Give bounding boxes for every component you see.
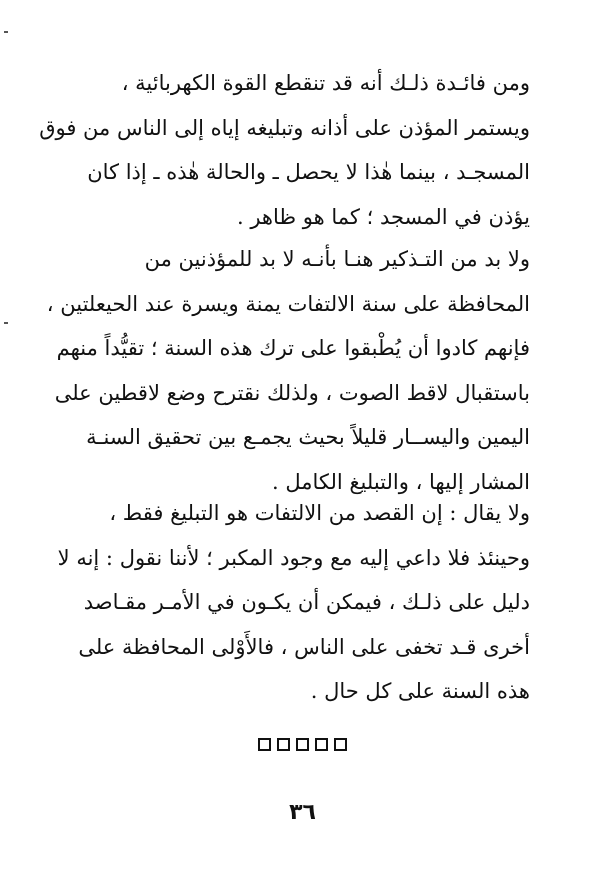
paragraph-line: هذه السنة على كل حال .	[310, 679, 530, 703]
paragraph-line: المشار إليها ، والتبليغ الكامل .	[271, 469, 530, 494]
paragraph-line: اليمين واليســار قليلاً بحيث يجمـع بين تحقيق السنـة	[86, 425, 530, 449]
paragraph-line: أخرى قـد تخفى على الناس ، فالأَوْلى المحافظة على	[78, 634, 530, 659]
paragraph-line: ومن فائـدة ذلـك أنه قد تنقطع القوة الكهربائية ،	[121, 71, 530, 95]
square-ornament-icon	[258, 738, 271, 751]
scan-edge-mark	[4, 31, 8, 33]
paragraph-line: ولا يقال : إن القصد من الالتفات هو التبليغ فقط ،	[109, 501, 530, 525]
square-ornament-icon	[315, 738, 328, 751]
paragraph-2	[46, 237, 530, 504]
section-divider-ornament	[0, 738, 605, 751]
paragraph-line: فإنهم كادوا أن يُطْبقوا على ترك هذه السنة ؛ تقيُّداً منهم	[56, 336, 530, 360]
paragraph-line: دليل على ذلـك ، فيمكن أن يكـون في الأمـر مقـاصد	[83, 590, 530, 614]
paragraph-1	[39, 61, 530, 239]
paragraph-line: باستقبال لاقط الصوت ، ولذلك نقترح وضع لاقطين على	[54, 380, 530, 405]
paragraph-line: ويستمر المؤذن على أذانه وتبليغه إياه إلى الناس من فوق	[39, 115, 530, 140]
paragraph-3	[57, 491, 530, 714]
paragraph-line: ولا بد من التـذكير هنـا بأنـه لا بد للمؤذنين من	[144, 247, 530, 271]
page-number: ٣٦	[289, 800, 316, 825]
square-ornament-icon	[277, 738, 290, 751]
square-ornament-icon	[296, 738, 309, 751]
paragraph-line: وحينئذ فلا داعي إليه مع وجود المكبر ؛ لأننا نقول : إنه لا	[57, 545, 530, 570]
square-ornament-icon	[334, 738, 347, 751]
scan-edge-mark	[4, 322, 8, 324]
paragraph-line: يؤذن في المسجد ؛ كما هو ظاهر .	[236, 204, 530, 229]
paragraph-line: المسجـد ، بينما هٰذا لا يحصل ـ والحالة هٰذه ـ إذا كان	[87, 160, 530, 184]
paragraph-line: المحافظة على سنة الالتفات يمنة ويسرة عند الحيعلتين ،	[46, 291, 530, 316]
